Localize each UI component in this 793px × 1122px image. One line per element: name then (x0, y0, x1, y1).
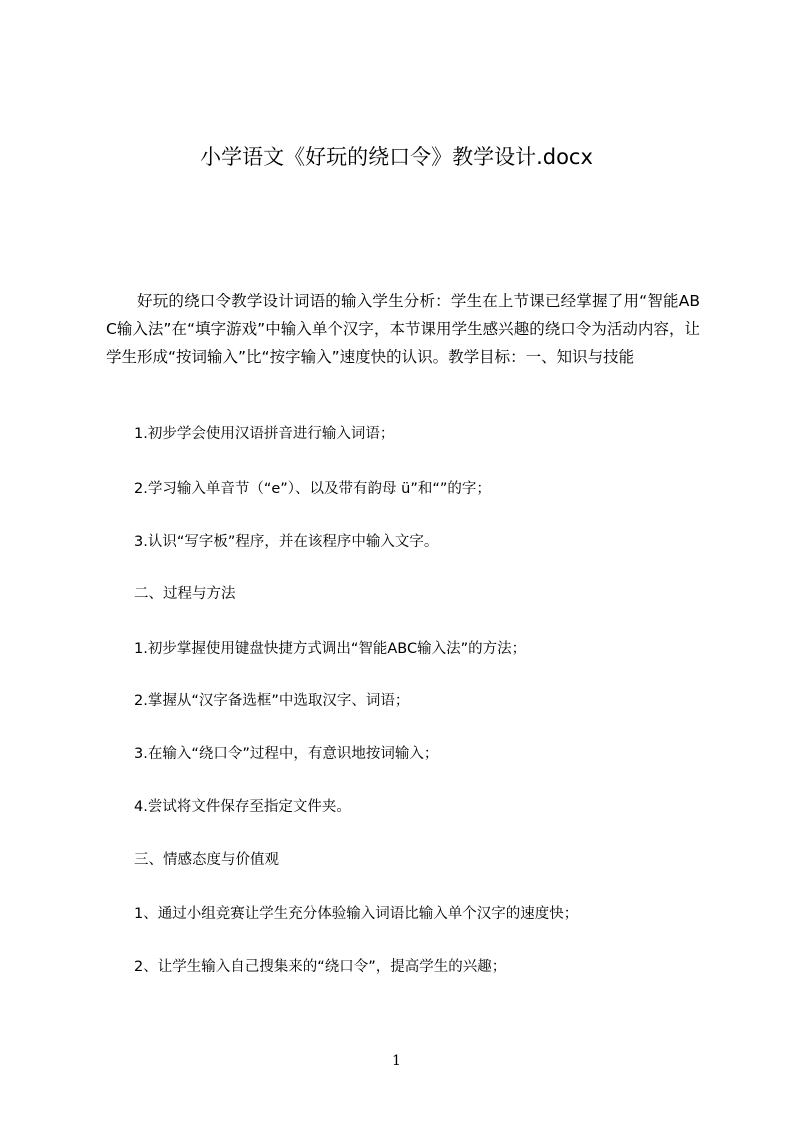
process-item-2: 2.掌握从“汉字备选框”中选取汉字、词语； (134, 693, 410, 709)
objective-item-1: 1.初步学会使用汉语拼音进行输入词语； (134, 426, 395, 442)
objective-item-3: 3.认识“写字板”程序，并在该程序中输入文字。 (134, 534, 439, 550)
process-item-3: 3.在输入“绕口令”过程中，有意识地按词输入； (134, 746, 439, 762)
process-item-4: 4.尝试将文件保存至指定文件夹。 (134, 799, 351, 815)
section-heading-process: 二、过程与方法 (134, 586, 236, 602)
values-item-2: 2、让学生输入自己搜集来的“绕口令”，提高学生的兴趣； (134, 959, 507, 975)
page-number: 1 (392, 1053, 401, 1069)
section-heading-values: 三、情感态度与价值观 (134, 852, 279, 868)
values-item-1: 1、通过小组竞赛让学生充分体验输入词语比输入单个汉字的速度快； (134, 906, 579, 922)
document-title: 小学语文《好玩的绕口令》教学设计.docx (200, 145, 593, 169)
intro-paragraph: 好玩的绕口令教学设计词语的输入学生分析：学生在上节课已经掌握了用“智能ABC输入法”在“填字游戏”中输入单个汉字，本节课用学生感兴趣的绕口令为活动内容，让学生形成“按词输入”比“按字输入”速度快的认识。教学目标：一、知识与技能 (106, 292, 700, 366)
process-item-1: 1.初步掌握使用键盘快捷方式调出“智能ABC输入法”的方法； (134, 641, 527, 657)
objective-item-2: 2.学习输入单音节（“e”）、以及带有韵母 ü”和“”的字； (134, 481, 491, 497)
